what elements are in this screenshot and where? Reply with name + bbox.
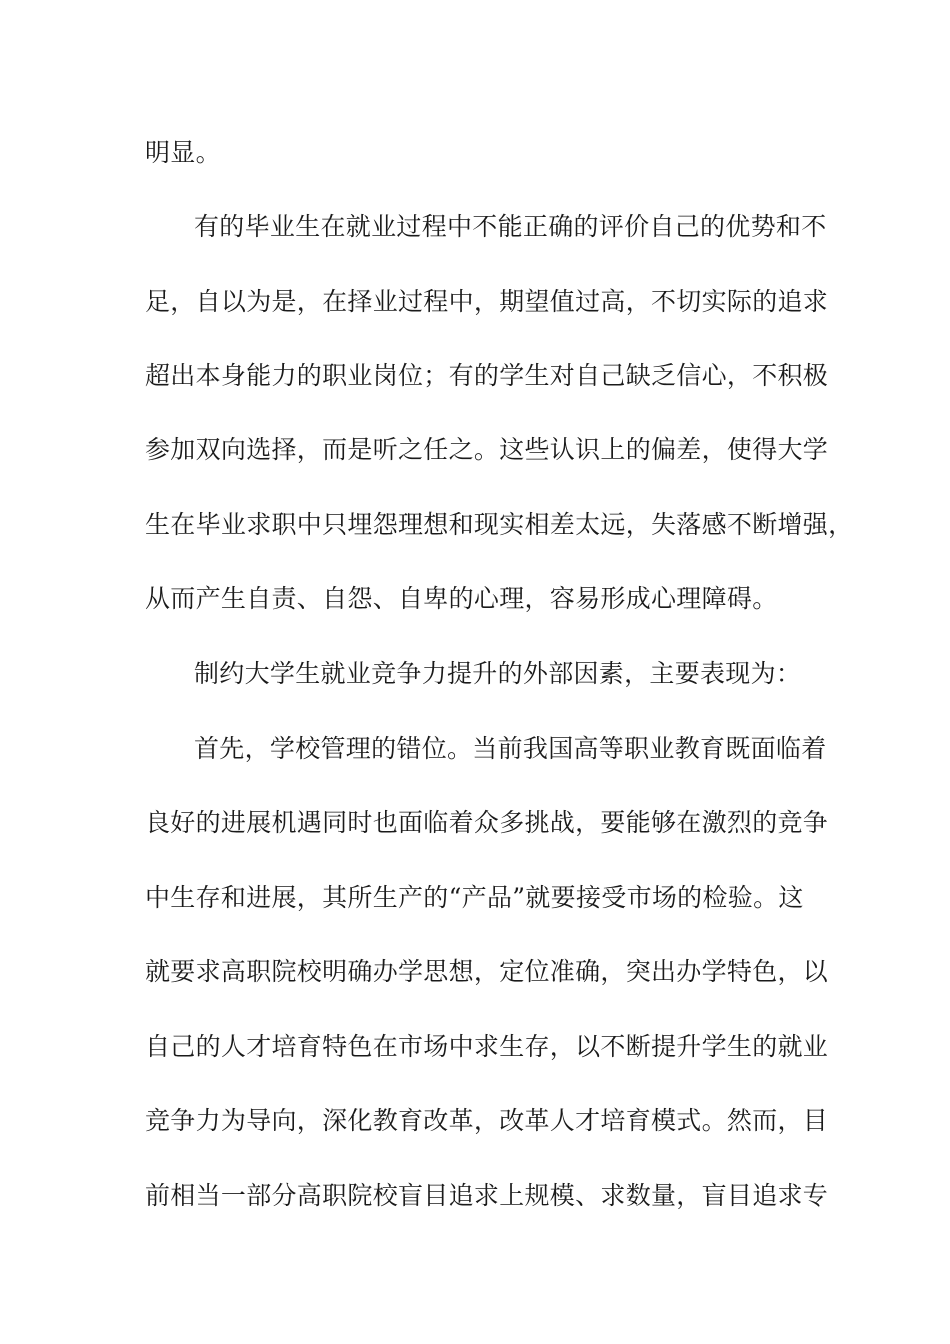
paragraph-first-line: 制约大学生就业竞争力提升的外部因素，主要表现为：	[194, 659, 802, 688]
paragraph-line: 足，自以为是，在择业过程中，期望值过高，不切实际的追求	[145, 287, 829, 316]
paragraph-line: 竞争力为导向，深化教育改革，改革人才培育模式。然而，目	[145, 1106, 829, 1135]
paragraph-line: 参加双向选择，而是听之任之。这些认识上的偏差，使得大学	[145, 435, 829, 464]
paragraph-line: 良好的进展机遇同时也面临着众多挑战，要能够在激烈的竞争	[145, 808, 829, 837]
paragraph-line: 生在毕业求职中只埋怨理想和现实相差太远，失落感不断增强，	[145, 510, 854, 539]
paragraph-line: 明显。	[145, 138, 221, 167]
paragraph-line: 自己的人才培育特色在市场中求生存，以不断提升学生的就业	[145, 1032, 829, 1061]
paragraph-line: 前相当一部分高职院校盲目追求上规模、求数量，盲目追求专	[145, 1181, 829, 1210]
paragraph-line: 从而产生自责、自怨、自卑的心理，容易形成心理障碍。	[145, 584, 778, 613]
paragraph-line: 就要求高职院校明确办学思想，定位准确，突出办学特色，以	[145, 957, 829, 986]
paragraph-first-line: 首先，学校管理的错位。当前我国高等职业教育既面临着	[194, 734, 827, 763]
paragraph-first-line: 有的毕业生在就业过程中不能正确的评价自己的优势和不	[194, 212, 827, 241]
paragraph-line: 超出本身能力的职业岗位；有的学生对自己缺乏信心，不积极	[145, 361, 829, 390]
paragraph-line: 中生存和进展，其所生产的“产品”就要接受市场的检验。这	[145, 883, 804, 912]
